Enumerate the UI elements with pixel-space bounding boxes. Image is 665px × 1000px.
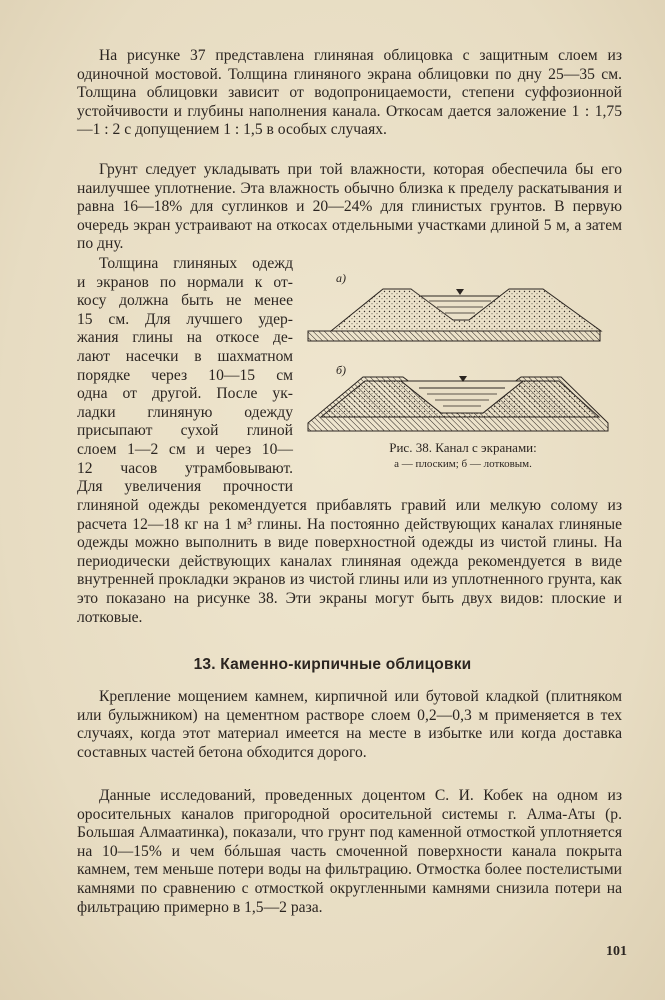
paragraph-research-data: Данные исследований, проведенных доцентом С. И. Кобек на одном из оросительных каналов пригородной оросительной системы г. Алма-Аты (р. Большая Алмаатинка), показали, что грунт под каменной отмосткой уплотняется на 10—15% и чем бóльшая часть смоченной поверхности канала покрыта камнем, тем меньше потери воды на фильтрацию. Отмостка более постелистыми камнями по сравнению с отмосткой округленными камнями снизила потери на фильтрацию примерно в 1,5—2 раза. — [77, 787, 622, 916]
figure-label-a: а) — [336, 271, 346, 285]
text-line: слоем 1—2 см и через 10— — [77, 440, 293, 458]
text-line: 15 см. Для лучшего удер- — [77, 310, 293, 328]
text-line: присыпают сухой глиной — [77, 422, 293, 440]
text-line: 12 часов утрамбовывают. — [77, 459, 293, 477]
paragraph-clay-lining: На рисунке 37 представлена глиняная облицовка с защитным слоем из одиночной мостовой. Толщина глиняного экрана облицовки по дну 25—35 см. Толщина облицовки зависит от водопроницаемости, степени суффозионной устойчивости и глубины наполнения канала. Откосам дается заложение 1 : 1,75—1 : 2 с допущением 1 : 1,5 в особых случаях. — [77, 47, 622, 139]
caption-legend: а — плоским; б — лотковым. — [394, 458, 532, 470]
figure-caption — [303, 440, 623, 472]
wrapped-paragraph — [77, 255, 293, 497]
figure-label-b: б) — [336, 363, 347, 377]
text-line: и экранов по нормали к от- — [77, 273, 293, 291]
canal-flat-screen-diagram — [308, 289, 601, 341]
paragraph-stone-paving: Крепление мощением камнем, кирпичной или бутовой кладкой (плитняком или булыжником) на цементном растворе слоем 0,2—0,3 м применяется в тех случаях, когда этот материал имеется на месте в избытке или когда доставка составных частей бетона обходится дорого. — [77, 688, 622, 761]
text-line: лают насечки в шахматном — [77, 347, 293, 365]
text-line: порядке через 10—15 см — [77, 366, 293, 384]
paragraph-soil-moisture: Грунт следует укладывать при той влажности, которая обеспечила бы его наилучшее уплотнение. Эта влажность обычно близка к пределу раскатывания и равна 16—18% для суглинков и 20—24% для глинистых грунтов. В первую очередь экран устраивают на откосах отдельными участками длиной 5 м, а затем по дну. — [77, 161, 622, 253]
text-line: Толщина глиняных одежд — [99, 255, 293, 272]
text-line: одна от другой. После ук- — [77, 385, 293, 403]
text-line: жания глины на откосе де- — [77, 329, 293, 347]
canal-diagram — [303, 265, 623, 440]
canal-trough-screen-diagram — [308, 376, 608, 431]
section-heading: 13. Каменно-кирпичные облицовки — [193, 656, 472, 673]
page-number: 101 — [606, 944, 627, 959]
text-line: ладки глиняную одежду — [77, 403, 293, 421]
text-line: Для увеличения прочности — [77, 478, 293, 496]
paragraph-continuation: глиняной одежды рекомендуется прибавлять гравий или мелкую солому из расчета 12—18 кг на 1 м³ глины. На постоянно действующих каналах глиняные одежды можно выполнить в виде поверхностной одежды из чистой глины. На периодически действующих каналах глиняная одежда рекомендуется в виде внутренней прокладки экранов из чистой глины или из уплотненного грунта, как это показано на рисунке 38. Эти экраны могут быть двух видов: плоские и лотковые. — [77, 497, 622, 626]
caption-title: Рис. 38. Канал с экранами: — [389, 440, 537, 455]
text-line: косу должна быть не менее — [77, 292, 293, 310]
